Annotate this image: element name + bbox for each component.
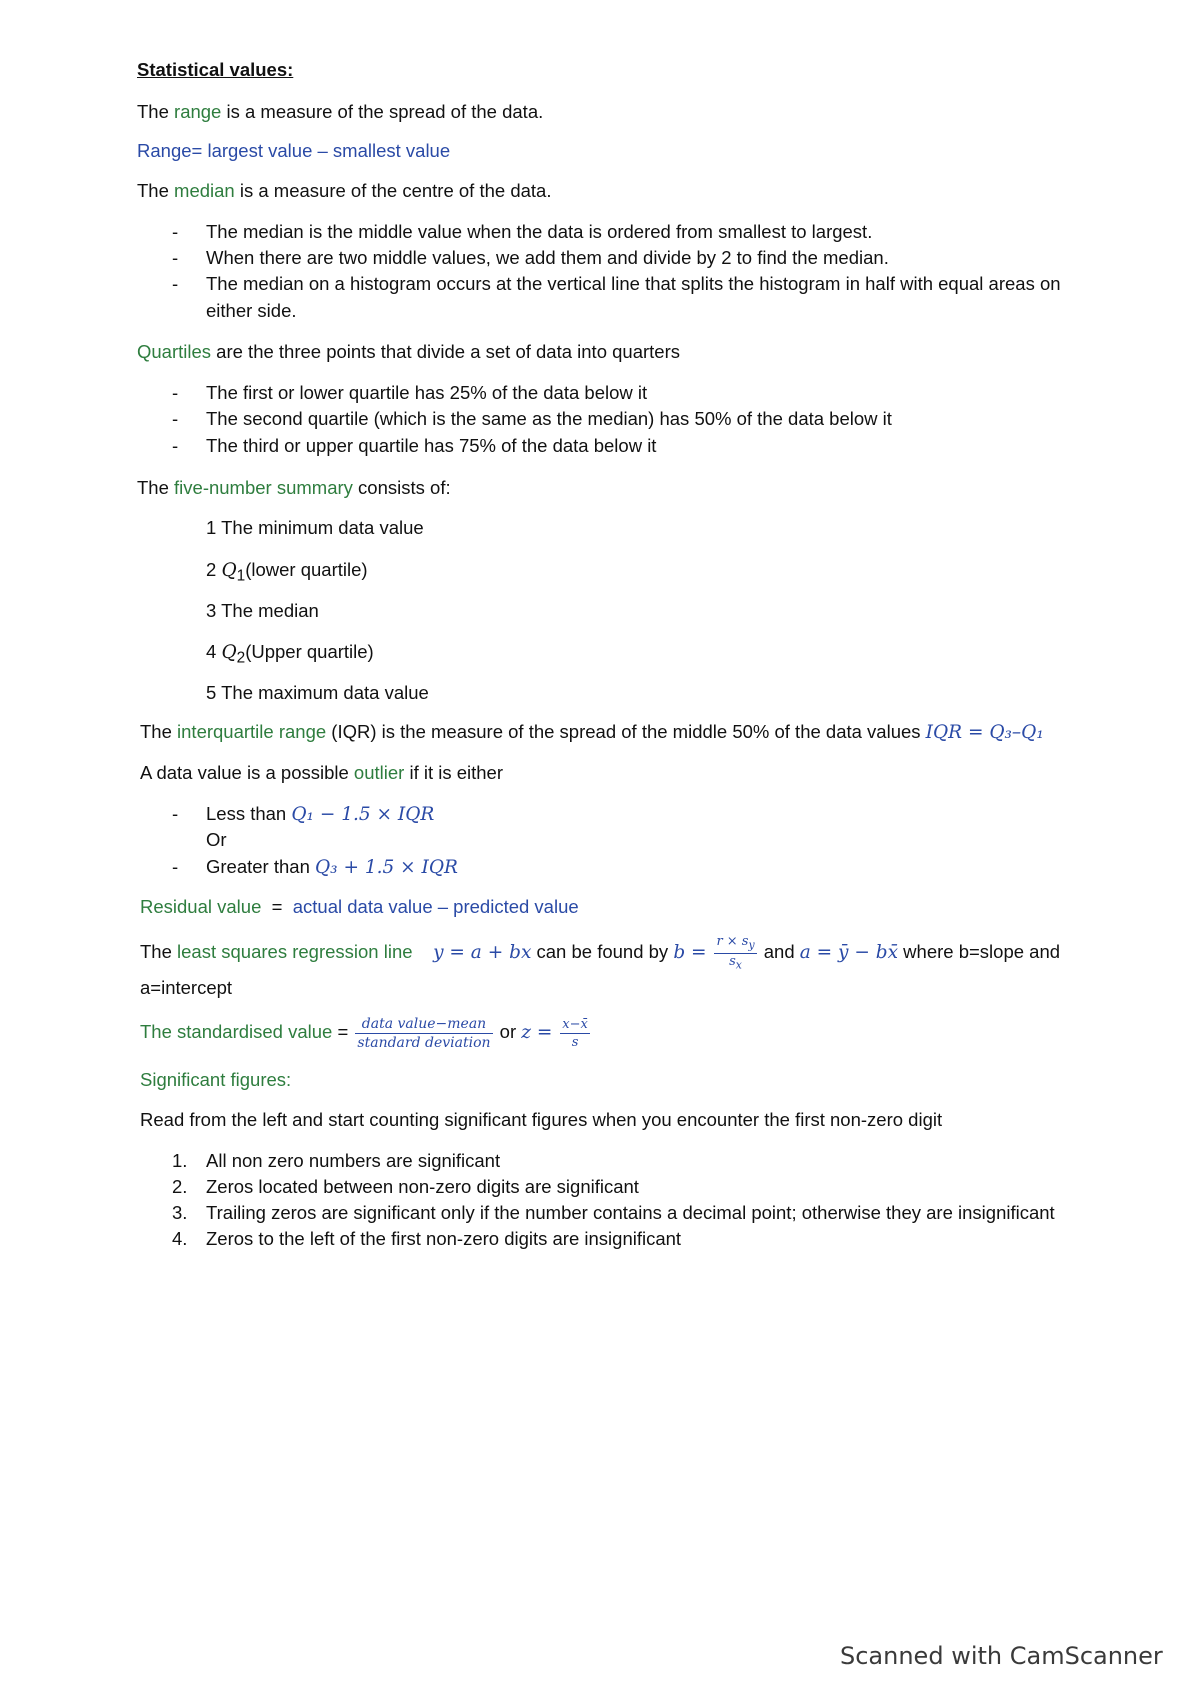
- sigfig-item: 1. All non zero numbers are significant: [172, 1150, 501, 1171]
- camscanner-watermark: Scanned with CamScanner: [840, 1642, 1163, 1670]
- five-number-definition: The five-number summary consists of:: [137, 477, 451, 498]
- iqr-formula: IQR = Q₃–Q₁: [925, 722, 1044, 743]
- residual-term: Residual value: [140, 896, 262, 917]
- sigfig-item: 3. Trailing zeros are significant only if the number contains a decimal point; otherwise they are insignificant: [172, 1202, 1055, 1223]
- z-fraction: $\frac{x-x̄}{s}$: [562, 1016, 588, 1050]
- range-formula: Range= largest value – smallest value: [137, 140, 451, 161]
- sigfig-item: 4. Zeros to the left of the first non-zero digits are insignificant: [172, 1228, 682, 1249]
- outlier-definition: A data value is a possible outlier if it is either: [140, 762, 504, 783]
- outlier-term: outlier: [353, 762, 405, 783]
- regression-term: least squares regression line: [177, 941, 413, 962]
- five-number-item: 4 $Q_2(Upper$ quartile): [206, 641, 374, 667]
- regression-definition-line2: a=intercept: [140, 977, 233, 998]
- five-number-item: 3 The median: [206, 600, 319, 621]
- median-definition: The median is a measure of the centre of the data.: [137, 180, 552, 201]
- iqr-term: interquartile range: [177, 721, 327, 742]
- iqr-definition: The interquartile range (IQR) is the measure of the spread of the middle 50% of the data values IQR = Q₃–Q₁: [140, 721, 1044, 743]
- range-definition: The range is a measure of the spread of the data.: [137, 101, 544, 122]
- quartiles-definition: Quartiles are the three points that divide a set of data into quarters: [137, 341, 680, 362]
- regression-definition: The least squares regression line y = a + bx can be found by b = $\frac{r \times s_y}{s_x}$ and a = ȳ − bx̄ where b=slope and: [140, 934, 1061, 972]
- five-number-term: five-number summary: [174, 477, 353, 498]
- slope-fraction: $\frac{r \times s_y}{s_x}$: [716, 934, 755, 972]
- standardised-definition: The standardised value = $\frac{\text{data value−mean}}{\text{standard deviation}}$ or z = $\frac{x-x̄}{s}$: [140, 1015, 588, 1051]
- heading: Statistical values:: [137, 59, 294, 80]
- five-number-item: 2 $Q_1(lower$ quartile): [206, 559, 368, 585]
- sigfig-item: 2. Zeros located between non-zero digits are significant: [172, 1176, 639, 1197]
- five-number-item: 5 The maximum data value: [206, 682, 429, 703]
- standardised-fraction: $\frac{\text{data value−mean}}{\text{standard deviation}}$: [357, 1015, 491, 1051]
- five-number-item: 1 The minimum data value: [206, 517, 424, 538]
- sigfig-heading: Significant figures:: [140, 1069, 292, 1090]
- median-term: median: [174, 180, 235, 201]
- sigfig-intro: Read from the left and start counting significant figures when you encounter the first non-zero digit: [140, 1109, 943, 1130]
- document-page: Statistical values: The range is a measure of the spread of the data. Range= largest value – smallest value The median is a measure of the centre of the data. - The median is the middle value when the data is ordered from smallest to largest. - When there are two middle values, we add them and divide by 2 to find the median. - The median on a histogram occurs at the vertical line that splits the histogram in half with equal areas on either side. Quartiles are the three points that divide a set of data into quarters - The first or lower quartile has 25% of the data below it - The second quartile (which is the same as the median) has 50% of the data below it - The third or upper quartile has 75% of the data below it The five-number summary consists of: 1 The minimum data value 2 $Q_1(lower$ quartile) 3 The median 4 $Q_2(Upper$ quartile) 5 The maximum data value The interquartile range (IQR) is the measure of the spread of the middle 50% of the data values IQR = Q₃–Q₁ A data value is a possible outlier if it is either - Less than Q₁ − 1.5 × IQR Or - Greater than Q₃ + 1.5 × IQR Residual value = actual data value – predicted value The least squares regression line y = a + bx can be found by b = $\frac{r \times s_y}{s_x}$ and a = ȳ − bx̄ where b=slope and a=intercept The standardised value = $\frac{\text{data value−mean}}{\text{standard deviation}}$ or z = $\frac{x-x̄}{s}$ Significant figures: Read from the left and start counting significant figures when you encounter the first non-zero digit 1. All non zero numbers are significant 2. Zeros located between non-zero digits are significant 3. Trailing zeros are significant only if the number contains a decimal point; otherwise they are insignificant 4. Zeros to the left of the first non-zero digits are insignificant Scanned with CamScanner: [0, 0, 1200, 1698]
- regression-equation: y = a + bx: [433, 942, 532, 963]
- range-term: range: [174, 101, 222, 122]
- standardised-term: The standardised value: [140, 1021, 333, 1042]
- quartiles-term: Quartiles: [137, 341, 212, 362]
- residual-definition: Residual value = actual data value – predicted value: [140, 896, 579, 917]
